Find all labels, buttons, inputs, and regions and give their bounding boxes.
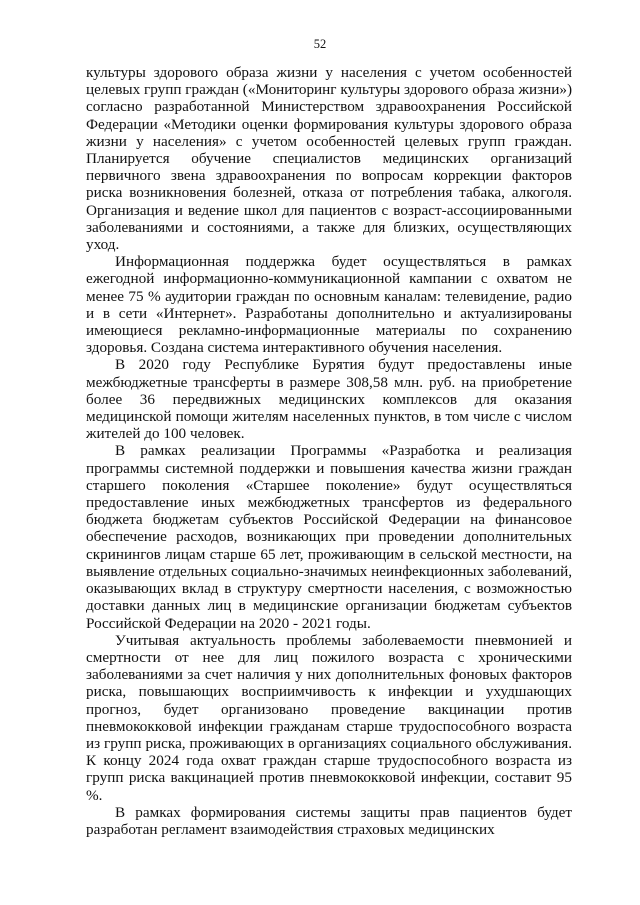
paragraph-1: культуры здорового образа жизни у населения с учетом особенностей целевых групп граждан («Мониторинг культуры здорового образа жизни») согласно разработанной Министерством здравоохранения Российской Федерации «Методики оценки формирования культуры здорового образа жизни у населения» с учетом особенностей целевых групп граждан. Планируется обучение специалистов медицинских организаций первичного звена здравоохранения по вопросам коррекции факторов риска возникновения болезней, отказа от потребления табака, алкоголя. Организация и ведение школ для пациентов с возраст-ассоциированными заболеваниями и состояниями, а также для близких, осуществляющих уход. bbox=[86, 64, 572, 254]
paragraph-2: Информационная поддержка будет осуществляться в рамках ежегодной информационно-коммуникационной кампании с охватом не менее 75 % аудитории граждан по основным каналам: телевидение, радио и в сети «Интернет». Разработаны дополнительно и актуализированы имеющиеся рекламно-информационные материалы по сохранению здоровья. Создана система интерактивного обучения населения. bbox=[86, 253, 572, 357]
page-number: 52 bbox=[313, 37, 327, 51]
paragraph-5: Учитывая актуальность проблемы заболеваемости пневмонией и смертности от нее для лиц пожилого возраста с хроническими заболеваниями за счет наличия у них дополнительных фоновых факторов риска, повышающих восприимчивость к инфекции и ухудшающих прогноз, будет организовано проведение вакцинации против пневмококковой инфекции гражданам старше трудоспособного возраста из групп риска, проживающих в организациях социального обслуживания. К концу 2024 года охват граждан старше трудоспособного возраста из групп риска вакцинацией против пневмококковой инфекции, составит 95 %. bbox=[86, 631, 572, 804]
paragraph-3: В 2020 году Республике Бурятия будут предоставлены иные межбюджетные трансферты в размере 308,58 млн. руб. на приобретение более 36 передвижных медицинских комплексов для оказания медицинской помощи жителям населенных пунктов, в том числе с числом жителей до 100 человек. bbox=[86, 356, 572, 443]
paragraph-4: В рамках реализации Программы «Разработка и реализация программы системной поддержки и повышения качества жизни граждан старшего поколения «Старшее поколение» будут осуществляться предоставление иных межбюджетных трансфертов из федерального бюджета бюджетам субъектов Российской Федерации на финансовое обеспечение расходов, возникающих при проведении дополнительных скринингов лицам старше 65 лет, проживающим в сельской местности, на выявление отдельных социально-значимых неинфекционных заболеваний, оказывающих вклад в структуру смертности населения, с возможностью доставки данных лиц в медицинские организации бюджетам субъектов Российской Федерации на 2020 - 2021 годы. bbox=[86, 442, 572, 632]
paragraph-6: В рамках формирования системы защиты прав пациентов будет разработан регламент взаимодействия страховых медицинских bbox=[86, 803, 572, 838]
document-body bbox=[86, 64, 572, 838]
